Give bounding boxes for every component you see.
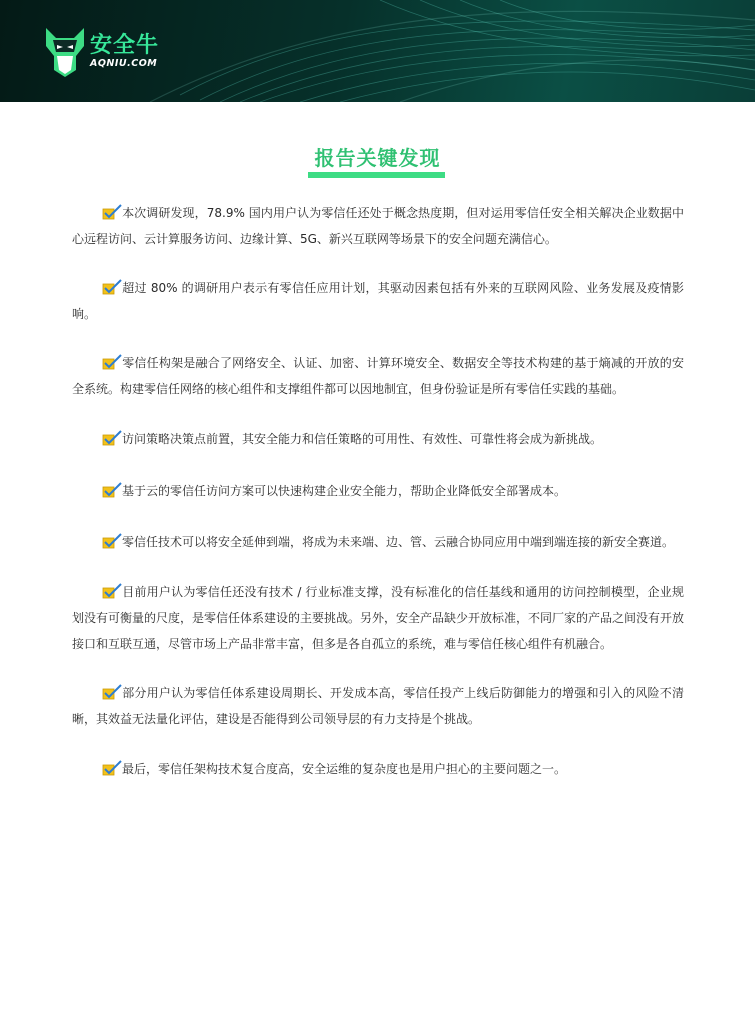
finding-text: 部分用户认为零信任体系建设周期长、开发成本高，零信任投产上线后防御能力的增强和引入的风险不清晰，其效益无法量化评估，建设是否能得到公司领导层的有力支持是个挑战。: [72, 686, 684, 726]
checkbox-checked-icon: [102, 760, 122, 776]
finding-text: 零信任构架是融合了网络安全、认证、加密、计算环境安全、数据安全等技术构建的基于熵减的开放的安全系统。构建零信任网络的核心组件和支撑组件都可以因地制宜，但身份验证是所有零信任实践的基础。: [72, 356, 684, 396]
finding-item: [72, 680, 684, 732]
finding-text: 基于云的零信任访问方案可以快速构建企业安全能力，帮助企业降低安全部署成本。: [122, 484, 567, 498]
finding-text: 本次调研发现，78.9% 国内用户认为零信任还处于概念热度期，但对运用零信任安全相关解决企业数据中心远程访问、云计算服务访问、边缘计算、5G、新兴互联网等场景下的安全问题充满信心。: [72, 206, 684, 246]
checkbox-checked-icon: [102, 533, 122, 549]
finding-text: 目前用户认为零信任还没有技术 / 行业标准支撑，没有标准化的信任基线和通用的访问控制模型，企业规划没有可衡量的尺度，是零信任体系建设的主要挑战。另外，安全产品缺少开放标准，不同厂家的产品之间没有开放接口和互联互通，尽管市场上产品非常丰富，但多是各自孤立的系统，难与零信任核心组件有机融合。: [72, 585, 685, 651]
finding-text: 零信任技术可以将安全延伸到端，将成为未来端、边、管、云融合协同应用中端到端连接的新安全赛道。: [122, 535, 675, 549]
finding-item: [72, 478, 684, 504]
section-title: 报告关键发现: [314, 146, 441, 170]
bull-mascot-icon: [44, 26, 86, 78]
finding-item: [72, 579, 684, 657]
checkbox-checked-icon: [102, 684, 122, 700]
finding-text: 访问策略决策点前置，其安全能力和信任策略的可用性、有效性、可靠性将会成为新挑战。: [122, 432, 603, 446]
brand-logo[interactable]: [44, 26, 159, 78]
finding-text: 最后，零信任架构技术复合度高，安全运维的复杂度也是用户担心的主要问题之一。: [122, 762, 567, 776]
finding-item: [72, 350, 684, 402]
checkbox-checked-icon: [102, 204, 122, 220]
checkbox-checked-icon: [102, 583, 122, 599]
checkbox-checked-icon: [102, 482, 122, 498]
checkbox-checked-icon: [102, 430, 122, 446]
checkbox-checked-icon: [102, 279, 122, 295]
brand-name-en: AQNIU.COM: [90, 58, 158, 69]
section-title-underline: [308, 172, 445, 178]
finding-item: [72, 529, 684, 555]
finding-item: [72, 756, 684, 782]
checkbox-checked-icon: [102, 354, 122, 370]
finding-item: [72, 426, 684, 452]
brand-name-cn: 安全牛: [90, 33, 160, 58]
finding-text: 超过 80% 的调研用户表示有零信任应用计划，其驱动因素包括有外来的互联网风险、业务发展及疫情影响。: [72, 281, 684, 321]
finding-item: [72, 200, 684, 252]
page-header: [0, 0, 755, 102]
finding-item: [72, 275, 684, 327]
